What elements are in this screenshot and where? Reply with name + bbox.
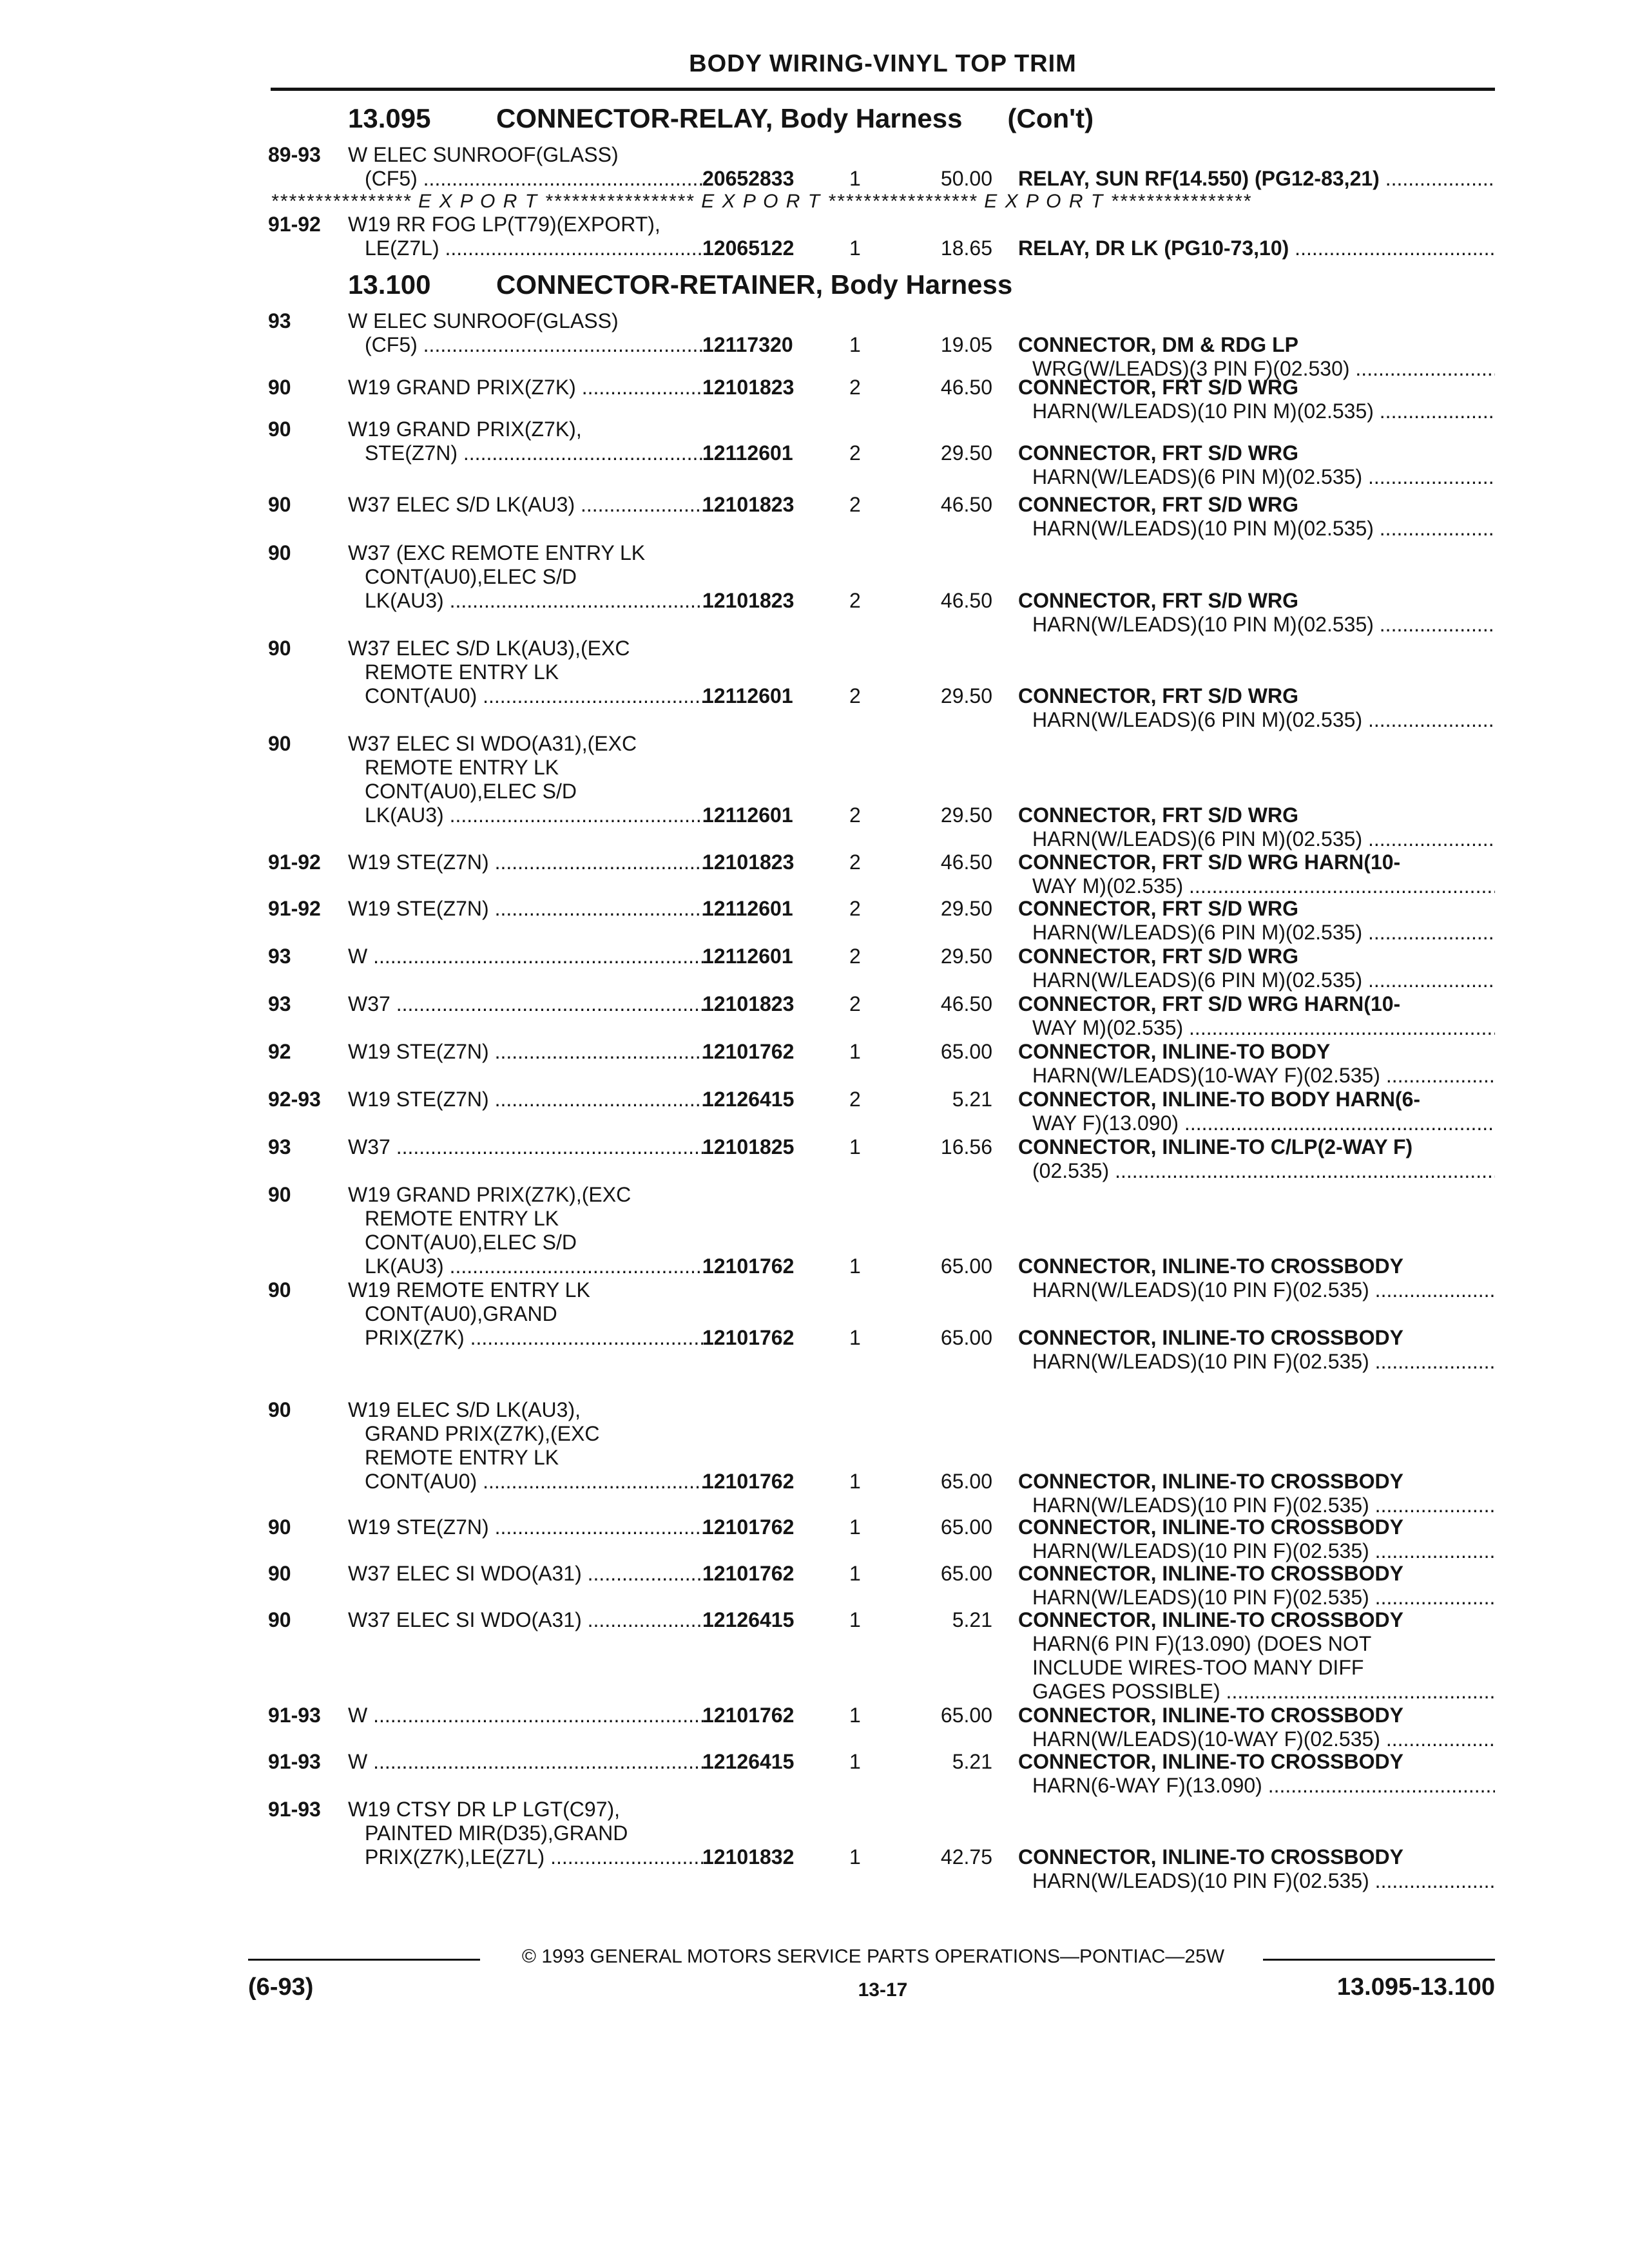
- usage-description-line: W19 STE(Z7N) .....: [348, 850, 709, 874]
- part-name-line: HARN(6-WAY F)(13.090) .....: [1018, 1774, 1495, 1798]
- usage-description-line: (CF5) .....: [348, 333, 709, 357]
- usage-description-line: REMOTE ENTRY LK: [365, 660, 559, 684]
- part-number: 12101762: [702, 1470, 795, 1493]
- part-name-line: CONNECTOR, FRT S/D WRG: [1018, 493, 1298, 516]
- usage-description: [348, 1750, 709, 1774]
- model-year: 91-93: [268, 1704, 321, 1727]
- quantity: 1: [849, 1515, 861, 1539]
- part-name-line: WRG(W/LEADS)(3 PIN F)(02.530) .....: [1018, 357, 1495, 381]
- part-name: [1018, 441, 1495, 489]
- usage-description-line: W19 ELEC S/D LK(AU3),: [348, 1398, 581, 1421]
- usage-description: [348, 1704, 709, 1727]
- usage-description-line: CONT(AU0),ELEC S/D: [365, 565, 577, 588]
- usage-description-line: PRIX(Z7K) .....: [348, 1326, 709, 1350]
- price: 29.50: [940, 945, 992, 968]
- part-number: 12101823: [702, 589, 795, 612]
- part-number: 12112601: [702, 684, 793, 707]
- part-name: [1018, 945, 1495, 992]
- footer-rule: [248, 1959, 480, 1961]
- part-name: [1018, 1088, 1495, 1135]
- usage-description-line: REMOTE ENTRY LK: [365, 1446, 559, 1469]
- usage-description: [348, 1562, 709, 1586]
- quantity: 1: [849, 1845, 861, 1869]
- usage-description-line: CONT(AU0) .....: [348, 1470, 709, 1494]
- part-name-line: CONNECTOR, INLINE-TO CROSSBODY: [1018, 1608, 1403, 1631]
- part-name-line: HARN(6 PIN F)(13.090) (DOES NOT: [1032, 1632, 1372, 1655]
- price: 5.21: [952, 1608, 992, 1631]
- part-name: [1018, 1470, 1495, 1517]
- quantity: 1: [849, 1704, 861, 1727]
- model-year: 90: [268, 493, 291, 516]
- usage-description-line: REMOTE ENTRY LK: [365, 1207, 559, 1230]
- part-number: 12126415: [702, 1088, 795, 1111]
- price: 65.00: [940, 1562, 992, 1585]
- quantity: 2: [849, 589, 861, 612]
- part-name-line: HARN(W/LEADS)(6 PIN M)(02.535) .....: [1018, 708, 1495, 732]
- usage-description: [348, 418, 709, 465]
- part-name-line: HARN(W/LEADS)(10 PIN F)(02.535) .....: [1018, 1539, 1495, 1563]
- part-name-line: CONNECTOR, FRT S/D WRG: [1018, 441, 1298, 465]
- model-year: 92: [268, 1040, 291, 1063]
- model-year: 93: [268, 309, 291, 332]
- price: 29.50: [940, 897, 992, 920]
- usage-description-line: W37 (EXC REMOTE ENTRY LK: [348, 541, 646, 564]
- part-name: [1018, 1515, 1495, 1563]
- quantity: 2: [849, 945, 861, 968]
- price: 65.00: [940, 1515, 992, 1539]
- part-name-line: HARN(W/LEADS)(10 PIN M)(02.535) .....: [1018, 613, 1495, 637]
- part-number: 20652833: [702, 167, 795, 190]
- part-name-line: CONNECTOR, INLINE-TO CROSSBODY: [1018, 1470, 1403, 1493]
- usage-description: [348, 143, 709, 191]
- part-number: 12112601: [702, 441, 793, 465]
- part-name: [1018, 589, 1495, 637]
- part-name: [1018, 684, 1495, 732]
- part-name-line: GAGES POSSIBLE) .....: [1018, 1680, 1495, 1704]
- usage-description-line: W .....: [348, 1704, 709, 1727]
- usage-description-line: W19 REMOTE ENTRY LK: [348, 1278, 590, 1302]
- quantity: 1: [849, 1470, 861, 1493]
- usage-description: [348, 1183, 709, 1278]
- part-name-line: HARN(W/LEADS)(6 PIN M)(02.535) .....: [1018, 968, 1495, 992]
- usage-description-line: W19 GRAND PRIX(Z7K),(EXC: [348, 1183, 631, 1206]
- model-year: 90: [268, 1608, 291, 1631]
- part-name-line: WAY M)(02.535) .....: [1018, 874, 1495, 898]
- part-number: 12065122: [702, 236, 795, 260]
- part-name-line: HARN(W/LEADS)(10 PIN F)(02.535) .....: [1018, 1350, 1495, 1374]
- quantity: 2: [849, 684, 861, 707]
- model-year: 90: [268, 1562, 291, 1585]
- price: 29.50: [940, 684, 992, 707]
- part-name: [1018, 897, 1495, 945]
- part-name-line: WAY F)(13.090) .....: [1018, 1111, 1495, 1135]
- price: 46.50: [940, 493, 992, 516]
- part-number: 12101762: [702, 1562, 795, 1585]
- usage-description: [348, 992, 709, 1016]
- part-name-line: CONNECTOR, FRT S/D WRG: [1018, 945, 1298, 968]
- model-year: 93: [268, 945, 291, 968]
- usage-description-line: W37 ELEC S/D LK(AU3),(EXC: [348, 637, 630, 660]
- part-name-line: CONNECTOR, FRT S/D WRG HARN(10-: [1018, 992, 1401, 1015]
- price: 5.21: [952, 1088, 992, 1111]
- part-number: 12101832: [702, 1845, 795, 1869]
- quantity: 1: [849, 333, 861, 356]
- part-name-line: RELAY, SUN RF(14.550) (PG12-83,21) .....: [1018, 167, 1495, 191]
- part-number: 12101762: [702, 1326, 795, 1349]
- footer-copyright: © 1993 GENERAL MOTORS SERVICE PARTS OPERATIONS—PONTIAC—25W: [521, 1946, 1225, 1967]
- price: 46.50: [940, 850, 992, 874]
- part-name-line: INCLUDE WIRES-TOO MANY DIFF: [1032, 1656, 1364, 1679]
- usage-description-line: W19 GRAND PRIX(Z7K) .....: [348, 376, 709, 399]
- usage-description: [348, 1798, 709, 1869]
- section-heading-13-095: [348, 103, 1094, 134]
- part-name-line: HARN(W/LEADS)(10 PIN F)(02.535) .....: [1018, 1278, 1495, 1302]
- usage-description-line: W19 RR FOG LP(T79)(EXPORT),: [348, 213, 660, 236]
- usage-description: [348, 493, 709, 517]
- model-year: 91-92: [268, 897, 321, 920]
- usage-description-line: W ELEC SUNROOF(GLASS): [348, 309, 619, 332]
- part-name-line: (02.535) .....: [1018, 1159, 1495, 1183]
- usage-description: [348, 1608, 709, 1632]
- part-name: [1018, 803, 1495, 851]
- part-name-line: HARN(W/LEADS)(10-WAY F)(02.535) .....: [1018, 1064, 1495, 1088]
- quantity: 1: [849, 1562, 861, 1585]
- part-name-line: CONNECTOR, FRT S/D WRG HARN(10-: [1018, 850, 1401, 874]
- quantity: 2: [849, 850, 861, 874]
- export-separator: **************** E X P O R T ***************** E X P O R T ***************** E X P O R T ****************: [271, 191, 1252, 212]
- part-name: [1018, 1254, 1495, 1302]
- price: 65.00: [940, 1704, 992, 1727]
- quantity: 1: [849, 167, 861, 190]
- usage-description: [348, 637, 709, 708]
- usage-description-line: LK(AU3) .....: [348, 803, 709, 827]
- quantity: 2: [849, 992, 861, 1015]
- price: 65.00: [940, 1254, 992, 1278]
- usage-description: [348, 376, 709, 399]
- usage-description-line: W37 ELEC SI WDO(A31) .....: [348, 1608, 709, 1632]
- part-number: 12117320: [702, 333, 793, 356]
- part-name-line: CONNECTOR, INLINE-TO CROSSBODY: [1018, 1515, 1403, 1539]
- part-name-line: CONNECTOR, INLINE-TO BODY HARN(6-: [1018, 1088, 1421, 1111]
- part-name-line: RELAY, DR LK (PG10-73,10) .....: [1018, 236, 1495, 260]
- usage-description: [348, 897, 709, 921]
- price: 19.05: [940, 333, 992, 356]
- part-name-line: CONNECTOR, INLINE-TO CROSSBODY: [1018, 1254, 1403, 1278]
- usage-description-line: PAINTED MIR(D35),GRAND: [365, 1821, 628, 1845]
- usage-description-line: LE(Z7L) .....: [348, 236, 709, 260]
- usage-description-line: W19 CTSY DR LP LGT(C97),: [348, 1798, 621, 1821]
- part-name: [1018, 167, 1495, 191]
- usage-description: [348, 945, 709, 968]
- price: 18.65: [940, 236, 992, 260]
- usage-description: [348, 1135, 709, 1159]
- part-number: 12101823: [702, 992, 795, 1015]
- part-name-line: CONNECTOR, INLINE-TO CROSSBODY: [1018, 1845, 1403, 1869]
- quantity: 1: [849, 1254, 861, 1278]
- section-number: 13.100: [348, 269, 431, 300]
- quantity: 1: [849, 1750, 861, 1773]
- usage-description: [348, 1040, 709, 1064]
- model-year: 90: [268, 541, 291, 564]
- quantity: 1: [849, 1608, 861, 1631]
- usage-description: [348, 1088, 709, 1111]
- part-name-line: CONNECTOR, INLINE-TO BODY: [1018, 1040, 1331, 1063]
- quantity: 1: [849, 1326, 861, 1349]
- usage-description-line: W19 STE(Z7N) .....: [348, 1088, 709, 1111]
- part-number: 12126415: [702, 1750, 795, 1773]
- model-year: 91-92: [268, 850, 321, 874]
- usage-description-line: STE(Z7N) .....: [348, 441, 709, 465]
- part-number: 12112601: [702, 803, 793, 827]
- price: 29.50: [940, 441, 992, 465]
- part-name-line: HARN(W/LEADS)(10 PIN F)(02.535) .....: [1018, 1586, 1495, 1610]
- usage-description-line: W37 .....: [348, 1135, 709, 1159]
- part-name-line: HARN(W/LEADS)(10-WAY F)(02.535) .....: [1018, 1727, 1495, 1751]
- footer-page-number: 13-17: [858, 1979, 908, 2001]
- part-name-line: CONNECTOR, INLINE-TO CROSSBODY: [1018, 1704, 1403, 1727]
- price: 42.75: [940, 1845, 992, 1869]
- part-name-line: CONNECTOR, INLINE-TO CROSSBODY: [1018, 1326, 1403, 1349]
- quantity: 2: [849, 376, 861, 399]
- part-name-line: HARN(W/LEADS)(6 PIN M)(02.535) .....: [1018, 827, 1495, 851]
- part-name-line: CONNECTOR, FRT S/D WRG: [1018, 376, 1298, 399]
- part-number: 12126415: [702, 1608, 795, 1631]
- model-year: 93: [268, 1135, 291, 1158]
- part-name-line: HARN(W/LEADS)(10 PIN F)(02.535) .....: [1018, 1494, 1495, 1517]
- part-name-line: CONNECTOR, FRT S/D WRG: [1018, 684, 1298, 707]
- part-name: [1018, 850, 1495, 898]
- section-suffix: (Con't): [1007, 103, 1094, 133]
- part-name: [1018, 333, 1495, 381]
- price: 46.50: [940, 376, 992, 399]
- usage-description-line: W37 ELEC SI WDO(A31),(EXC: [348, 732, 637, 755]
- usage-description: [348, 309, 709, 357]
- footer-section-range: 13.095-13.100: [1336, 1974, 1495, 2001]
- model-year: 91-93: [268, 1750, 321, 1773]
- quantity: 2: [849, 897, 861, 920]
- usage-description-line: W19 STE(Z7N) .....: [348, 1040, 709, 1064]
- usage-description-line: CONT(AU0),ELEC S/D: [365, 780, 577, 803]
- usage-description-line: W ELEC SUNROOF(GLASS): [348, 143, 619, 166]
- part-number: 12101823: [702, 376, 795, 399]
- usage-description-line: W37 .....: [348, 992, 709, 1016]
- quantity: 2: [849, 441, 861, 465]
- price: 50.00: [940, 167, 992, 190]
- quantity: 2: [849, 493, 861, 516]
- model-year: 90: [268, 1398, 291, 1421]
- usage-description-line: LK(AU3) .....: [348, 589, 709, 613]
- part-name: [1018, 236, 1495, 260]
- part-name-line: CONNECTOR, INLINE-TO CROSSBODY: [1018, 1562, 1403, 1585]
- model-year: 91-93: [268, 1798, 321, 1821]
- part-number: 12101823: [702, 850, 795, 874]
- part-name: [1018, 493, 1495, 541]
- page-title: BODY WIRING-VINYL TOP TRIM: [689, 50, 1077, 77]
- quantity: 1: [849, 236, 861, 260]
- section-heading-13-100: [348, 269, 1012, 300]
- part-number: 12101762: [702, 1040, 795, 1063]
- part-number: 12101762: [702, 1515, 795, 1539]
- part-name-line: CONNECTOR, INLINE-TO CROSSBODY: [1018, 1750, 1403, 1773]
- part-name: [1018, 1608, 1495, 1704]
- part-name: [1018, 376, 1495, 423]
- usage-description-line: W19 STE(Z7N) .....: [348, 897, 709, 921]
- price: 5.21: [952, 1750, 992, 1773]
- usage-description-line: W .....: [348, 945, 709, 968]
- footer-date: (6-93): [248, 1974, 314, 2001]
- part-name-line: HARN(W/LEADS)(10 PIN M)(02.535) .....: [1018, 517, 1495, 541]
- model-year: 92-93: [268, 1088, 321, 1111]
- usage-description-line: PRIX(Z7K),LE(Z7L) .....: [348, 1845, 709, 1869]
- part-name: [1018, 992, 1495, 1040]
- price: 29.50: [940, 803, 992, 827]
- usage-description-line: REMOTE ENTRY LK: [365, 756, 559, 779]
- quantity: 1: [849, 1040, 861, 1063]
- usage-description-line: GRAND PRIX(Z7K),(EXC: [365, 1422, 600, 1445]
- price: 46.50: [940, 589, 992, 612]
- section-number: 13.095: [348, 103, 431, 133]
- model-year: 90: [268, 1515, 291, 1539]
- section-title: CONNECTOR-RELAY, Body Harness: [496, 103, 963, 133]
- usage-description: [348, 1515, 709, 1539]
- part-name: [1018, 1750, 1495, 1798]
- price: 65.00: [940, 1040, 992, 1063]
- part-name-line: HARN(W/LEADS)(10 PIN F)(02.535) .....: [1018, 1869, 1495, 1893]
- model-year: 90: [268, 1183, 291, 1206]
- usage-description: [348, 213, 709, 260]
- footer-rule: [1263, 1959, 1495, 1961]
- model-year: 90: [268, 376, 291, 399]
- usage-description: [348, 1398, 709, 1494]
- usage-description-line: W37 ELEC SI WDO(A31) .....: [348, 1562, 709, 1586]
- price: 46.50: [940, 992, 992, 1015]
- usage-description-line: W .....: [348, 1750, 709, 1774]
- part-name-line: CONNECTOR, FRT S/D WRG: [1018, 897, 1298, 920]
- header-rule: [271, 88, 1495, 91]
- part-name-line: CONNECTOR, INLINE-TO C/LP(2-WAY F): [1018, 1135, 1413, 1158]
- price: 16.56: [940, 1135, 992, 1158]
- part-name: [1018, 1040, 1495, 1088]
- usage-description-line: (CF5) .....: [348, 167, 709, 191]
- model-year: 90: [268, 1278, 291, 1302]
- model-year: 90: [268, 637, 291, 660]
- model-year: 90: [268, 418, 291, 441]
- part-name-line: WAY M)(02.535) .....: [1018, 1016, 1495, 1040]
- quantity: 2: [849, 1088, 861, 1111]
- part-name-line: HARN(W/LEADS)(6 PIN M)(02.535) .....: [1018, 465, 1495, 489]
- part-name: [1018, 1326, 1495, 1374]
- usage-description: [348, 1278, 709, 1350]
- section-title: CONNECTOR-RETAINER, Body Harness: [496, 269, 1013, 300]
- part-number: 12101825: [702, 1135, 795, 1158]
- quantity: 1: [849, 1135, 861, 1158]
- usage-description: [348, 850, 709, 874]
- price: 65.00: [940, 1326, 992, 1349]
- part-name: [1018, 1135, 1495, 1183]
- part-name-line: CONNECTOR, FRT S/D WRG: [1018, 589, 1298, 612]
- model-year: 91-92: [268, 213, 321, 236]
- part-number: 12101823: [702, 493, 795, 516]
- usage-description-line: CONT(AU0) .....: [348, 684, 709, 708]
- part-name-line: CONNECTOR, FRT S/D WRG: [1018, 803, 1298, 827]
- usage-description-line: W19 GRAND PRIX(Z7K),: [348, 418, 582, 441]
- part-name-line: HARN(W/LEADS)(10 PIN M)(02.535) .....: [1018, 399, 1495, 423]
- part-number: 12101762: [702, 1254, 795, 1278]
- part-name: [1018, 1845, 1495, 1893]
- usage-description-line: CONT(AU0),ELEC S/D: [365, 1231, 577, 1254]
- part-number: 12112601: [702, 945, 793, 968]
- part-name-line: CONNECTOR, DM & RDG LP: [1018, 333, 1298, 356]
- usage-description-line: CONT(AU0),GRAND: [365, 1302, 557, 1325]
- part-name: [1018, 1704, 1495, 1751]
- model-year: 90: [268, 732, 291, 755]
- part-number: 12112601: [702, 897, 793, 920]
- part-name-line: HARN(W/LEADS)(6 PIN M)(02.535) .....: [1018, 921, 1495, 945]
- usage-description-line: W19 STE(Z7N) .....: [348, 1515, 709, 1539]
- usage-description: [348, 541, 709, 613]
- usage-description: [348, 732, 709, 827]
- part-name: [1018, 1562, 1495, 1610]
- usage-description-line: LK(AU3) .....: [348, 1254, 709, 1278]
- model-year: 89-93: [268, 143, 321, 166]
- usage-description-line: W37 ELEC S/D LK(AU3) .....: [348, 493, 709, 517]
- model-year: 93: [268, 992, 291, 1015]
- part-number: 12101762: [702, 1704, 795, 1727]
- price: 65.00: [940, 1470, 992, 1493]
- quantity: 2: [849, 803, 861, 827]
